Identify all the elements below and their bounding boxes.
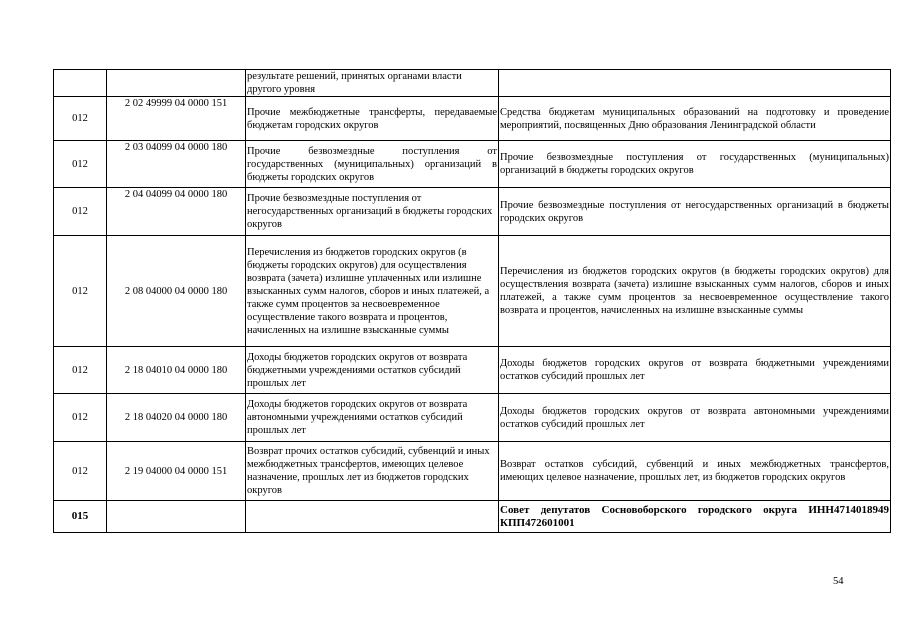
description-cell [499,70,891,97]
budget-code-cell: 2 19 04000 04 0000 151 [107,442,246,501]
admin-code-cell: 012 [54,97,107,141]
income-name-cell [246,501,499,533]
admin-code-cell: 012 [54,188,107,236]
description-cell: Доходы бюджетов городских округов от возврата бюджетными учреждениями остатков субсидий прошлых лет [499,347,891,394]
income-name-cell: результате решений, принятых органами власти другого уровня [246,70,499,97]
revenue-codes-table [53,69,891,533]
admin-code-cell: 012 [54,141,107,188]
admin-code-cell: 012 [54,236,107,347]
admin-code-cell [54,70,107,97]
admin-code-cell: 012 [54,394,107,442]
description-cell: Средства бюджетам муниципальных образований на подготовку и проведение мероприятий, посвященных Дню образования Ленинградской области [499,97,891,141]
budget-code-cell: 2 08 04000 04 0000 180 [107,236,246,347]
table-row [54,347,891,394]
description-cell: Прочие безвозмездные поступления от негосударственных организаций в бюджеты городских округов [499,188,891,236]
table-row [54,394,891,442]
table-row [54,97,891,141]
description-cell: Прочие безвозмездные поступления от государственных (муниципальных) организаций в бюджеты городских округов [499,141,891,188]
administrator-name-cell: Совет депутатов Сосновоборского городского округа ИНН4714018949 КПП472601001 [499,501,891,533]
admin-code-cell: 015 [54,501,107,533]
table-row [54,188,891,236]
admin-code-cell: 012 [54,442,107,501]
income-name-cell: Прочие межбюджетные трансферты, передаваемые бюджетам городских округов [246,97,499,141]
table-row [54,501,891,533]
income-name-cell: Перечисления из бюджетов городских округов (в бюджеты городских округов) для осуществления возврата (зачета) излишне уплаченных или излишне взысканных сумм налогов, сборов и иных платежей, а также сумм процентов за несвоевременное осуществление такого возврата и процентов, начисленных на излишне взысканные суммы [246,236,499,347]
income-name-cell: Прочие безвозмездные поступления от негосударственных организаций в бюджеты городских округов [246,188,499,236]
budget-code-cell: 2 02 49999 04 0000 151 [107,97,246,141]
income-name-cell: Возврат прочих остатков субсидий, субвенций и иных межбюджетных трансфертов, имеющих целевое назначение, прошлых лет из бюджетов городских округов [246,442,499,501]
budget-code-cell: 2 03 04099 04 0000 180 [107,141,246,188]
description-cell: Доходы бюджетов городских округов от возврата автономными учреждениями остатков субсидий прошлых лет [499,394,891,442]
income-name-cell: Прочие безвозмездные поступления от государственных (муниципальных) организаций в бюджеты городских округов [246,141,499,188]
admin-code-cell: 012 [54,347,107,394]
table-row [54,70,891,97]
income-name-cell: Доходы бюджетов городских округов от возврата бюджетными учреждениями остатков субсидий прошлых лет [246,347,499,394]
budget-code-cell: 2 04 04099 04 0000 180 [107,188,246,236]
budget-code-cell: 2 18 04010 04 0000 180 [107,347,246,394]
description-cell: Перечисления из бюджетов городских округов (в бюджеты городских округов) для осуществления возврата (зачета) излишне взысканных сумм налогов, сборов и иных платежей, а также сумм процентов за несвоевременное осуществление такого возврата и процентов, начисленных на излишне взысканные суммы [499,236,891,347]
table-row [54,141,891,188]
table-row [54,236,891,347]
budget-code-cell: 2 18 04020 04 0000 180 [107,394,246,442]
budget-code-cell [107,501,246,533]
income-name-cell: Доходы бюджетов городских округов от возврата автономными учреждениями остатков субсидий прошлых лет [246,394,499,442]
table-row [54,442,891,501]
budget-code-cell [107,70,246,97]
description-cell: Возврат остатков субсидий, субвенций и иных межбюджетных трансфертов, имеющих целевое назначение, прошлых лет, из бюджетов городских округов [499,442,891,501]
page-number: 54 [833,576,844,587]
